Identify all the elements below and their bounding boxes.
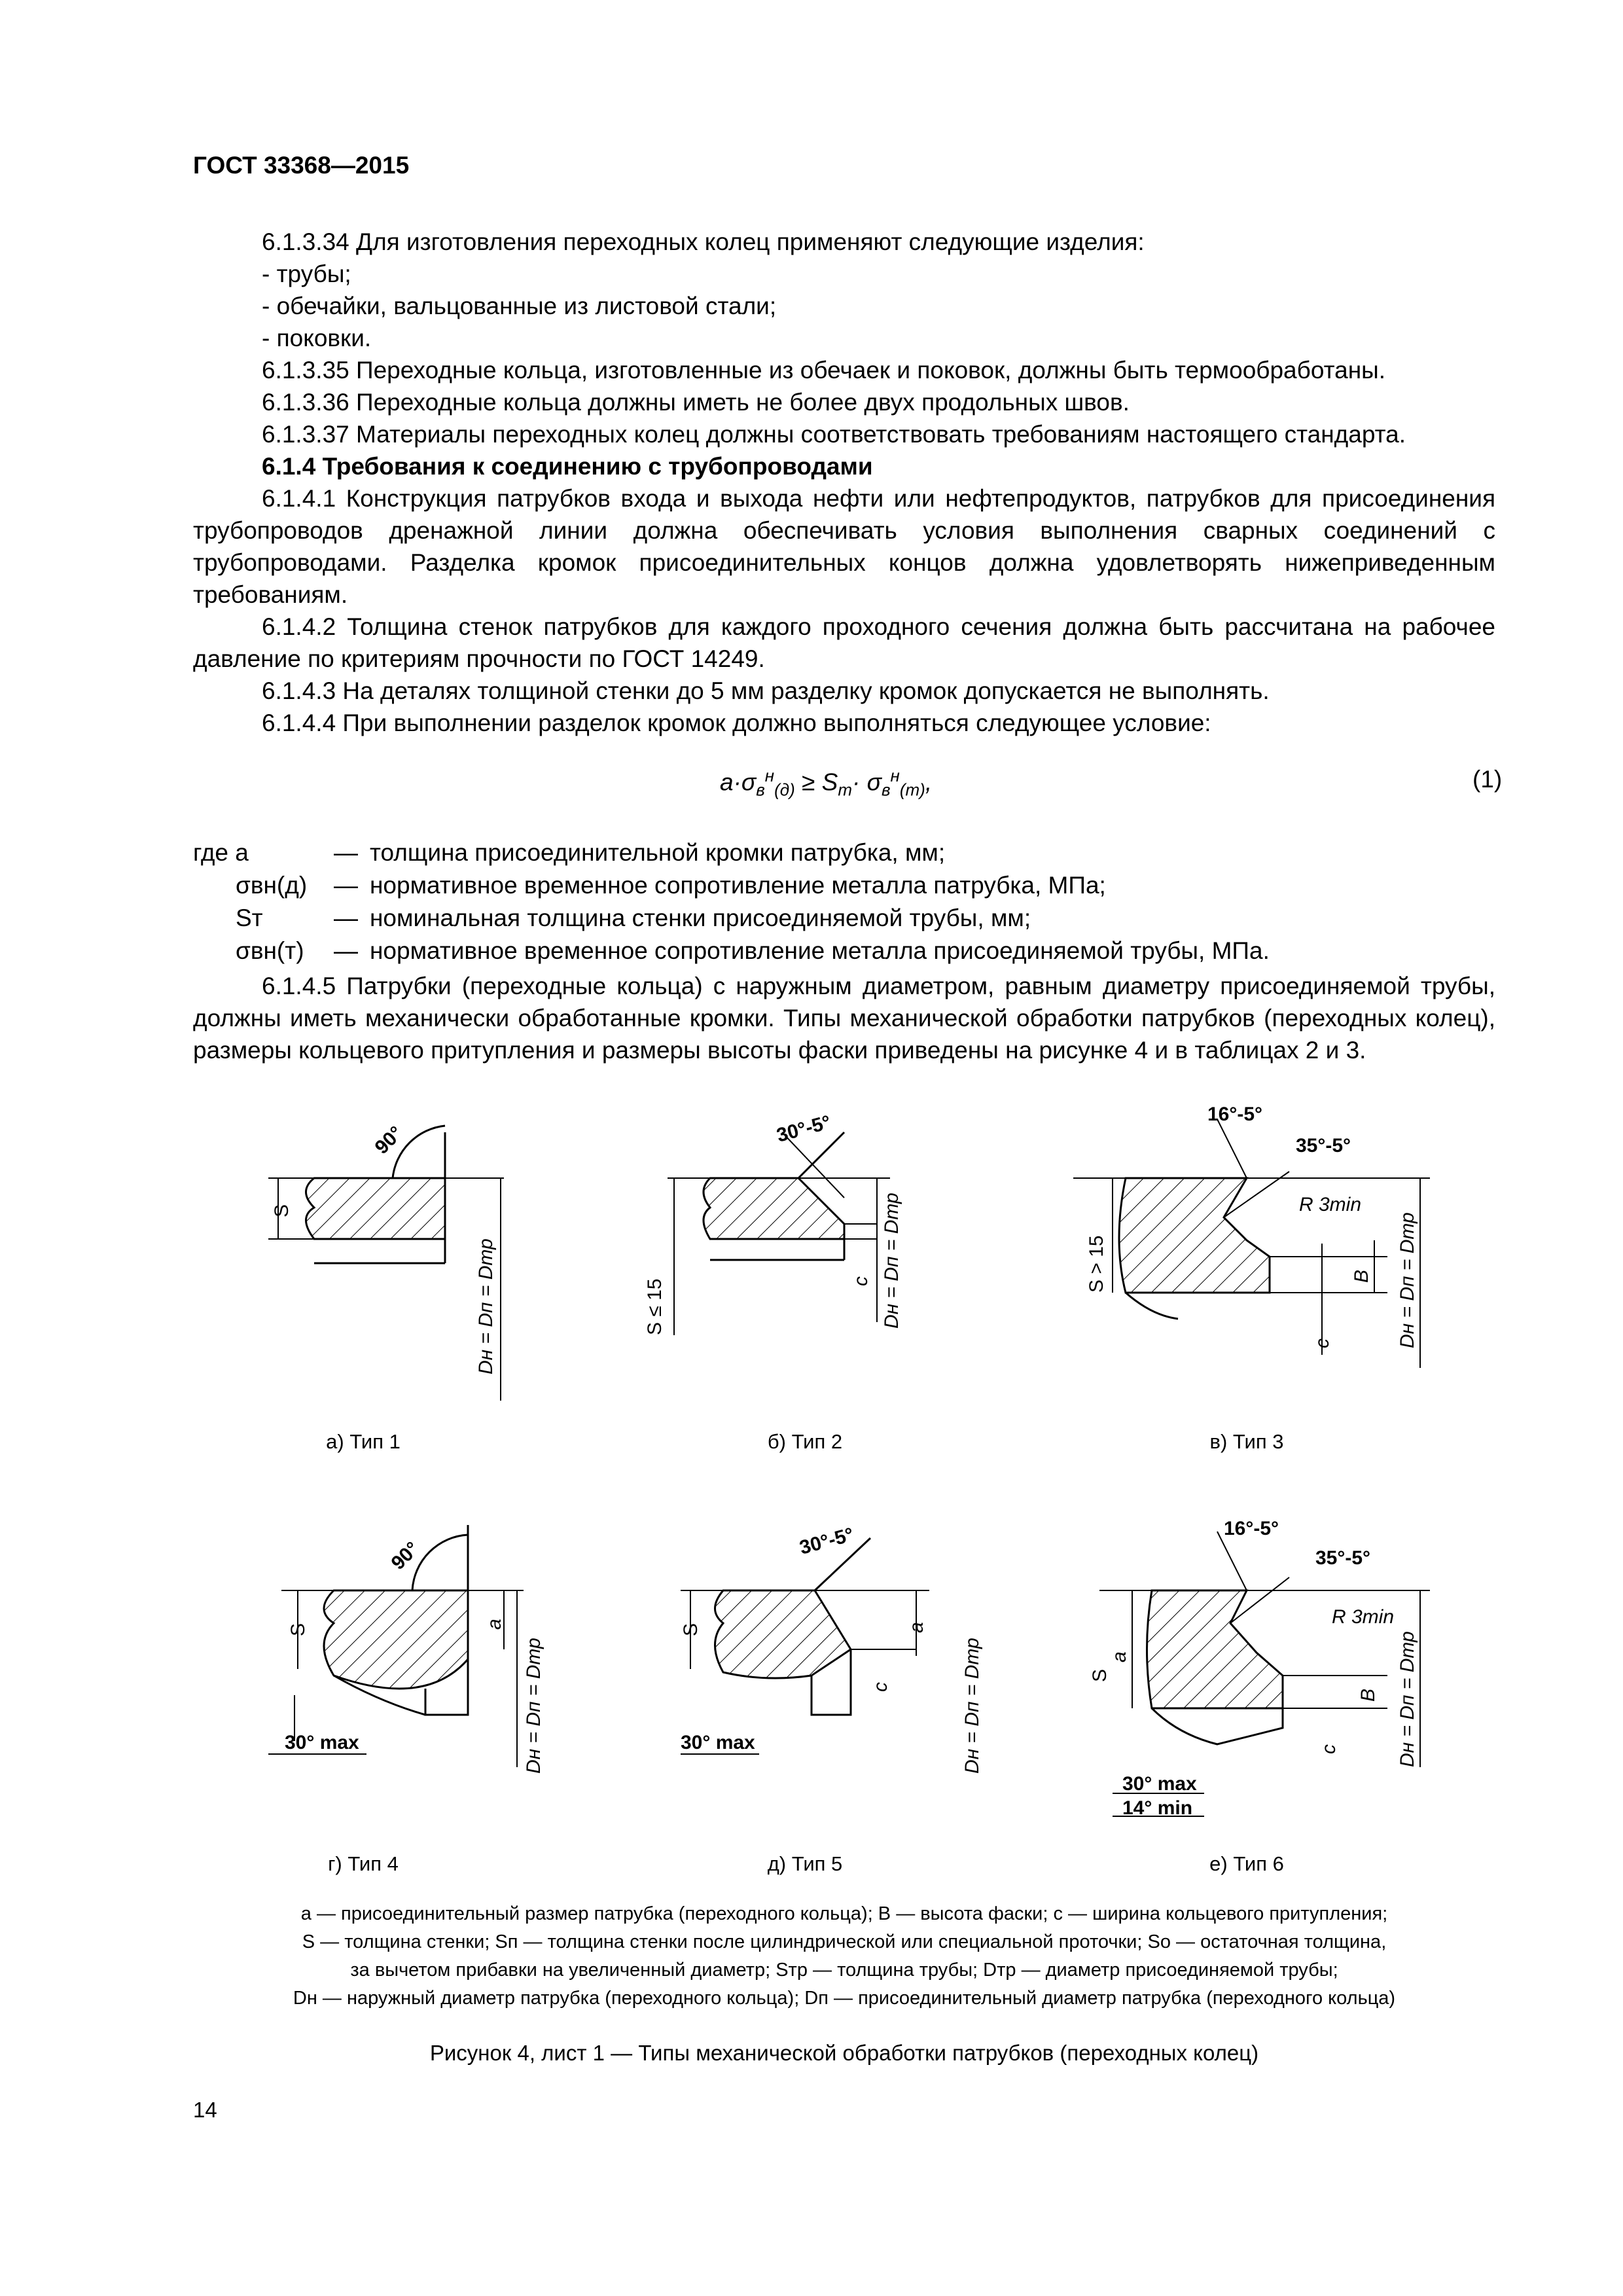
list-item-pipes: - трубы; — [262, 260, 351, 287]
label-r3min: R 3min — [1299, 1194, 1362, 1215]
label-s: S — [680, 1623, 702, 1636]
type-3-drawing — [1073, 1119, 1430, 1368]
formula-1: $a\cdot\sigma_в^н_{(д)} \ge S_т\cdot \sigma_в^н_{(т)}$, — [720, 766, 933, 800]
label-diameter: Dн = Dп = Dтр — [881, 1193, 902, 1329]
type-1-drawing — [268, 1126, 504, 1401]
label-angle-30: 30°-5° — [797, 1524, 856, 1559]
type-5-drawing — [681, 1538, 929, 1754]
label-angle-16: 16°-5° — [1224, 1518, 1279, 1539]
label-30-max: 30° max — [285, 1732, 359, 1753]
label-angle-16: 16°-5° — [1207, 1103, 1263, 1125]
label-diameter: Dн = Dп = Dтр — [1397, 1631, 1418, 1767]
label-14-min: 14° min — [1122, 1797, 1193, 1819]
legend-symbol: σвн(д) — [236, 872, 308, 899]
legend-row-sigma-d: σвн(д) — нормативное временное сопротивление металла патрубка, МПа; — [193, 869, 1495, 902]
legend-row-st: Sт — номинальная толщина стенки присоединяемой трубы, мм; — [193, 902, 1495, 935]
paragraph-6-1-4-3: 6.1.4.3 На деталях толщиной стенки до 5 мм разделку кромок допускается не выполнять. — [262, 677, 1270, 704]
paragraph-6-1-3-37: 6.1.3.37 Материалы переходных колец должны соответствовать требованиям настоящего стандарта. — [262, 421, 1406, 448]
label-diameter: Dн = Dп = Dтр — [475, 1238, 497, 1374]
legend-symbol: где a — [193, 839, 249, 866]
label-s: S — [287, 1623, 309, 1636]
label-angle-90: 90° — [370, 1122, 408, 1158]
caption-type-1: а) Тип 1 — [326, 1430, 401, 1453]
label-angle-90: 90° — [387, 1537, 424, 1574]
label-angle-35: 35°-5° — [1315, 1547, 1371, 1569]
type-2-drawing — [668, 1132, 890, 1335]
label-r3min: R 3min — [1332, 1606, 1395, 1628]
section-6-1-4-heading: 6.1.4 Требования к соединению с трубопроводами — [262, 453, 873, 480]
label-s: S — [1089, 1668, 1111, 1682]
note-line: a — присоединительный размер патрубка (переходного кольца); B — высота фаски; c — ширина кольцевого притупления; — [300, 1903, 1388, 1924]
label-30-max: 30° max — [1122, 1773, 1197, 1795]
legend-symbol: σвн(т) — [236, 937, 304, 964]
caption-type-6: е) Тип 6 — [1209, 1852, 1284, 1875]
paragraph-6-1-3-35: 6.1.3.35 Переходные кольца, изготовленные из обечаек и поковок, должны быть термообработаны. — [262, 357, 1385, 384]
page-number: 14 — [193, 2098, 217, 2122]
label-c: c — [1318, 1744, 1340, 1754]
label-diameter: Dн = Dп = Dтр — [1397, 1212, 1418, 1348]
caption-type-3: в) Тип 3 — [1209, 1430, 1284, 1453]
figure-title: Рисунок 4, лист 1 — Типы механической обработки патрубков (переходных колец) — [429, 2041, 1259, 2065]
note-line: S — толщина стенки; Sп — толщина стенки после цилиндрической или специальной проточки; Sо — остаточная толщина, — [302, 1931, 1387, 1952]
list-item-forgings: - поковки. — [262, 325, 372, 351]
legend-symbol: Sт — [236, 905, 263, 931]
paragraph-6-1-3-34: 6.1.3.34 Для изготовления переходных колец применяют следующие изделия: — [262, 228, 1145, 255]
paragraph-6-1-4-4: 6.1.4.4 При выполнении разделок кромок должно выполняться следующее условие: — [262, 709, 1211, 736]
label-c: c — [1311, 1338, 1333, 1348]
label-b: B — [1351, 1269, 1372, 1283]
paragraph-6-1-4-5: 6.1.4.5 Патрубки (переходные кольца) с наружным диаметром, равным диаметру присоединяемой трубы, должны иметь механически обработанные кромки. Типы механической обработки патрубков (переходных колец), размеры кольцевого притупления и размеры высоты фаски приведены на рисунке 4 и в таблицах 2 и 3. — [193, 973, 1495, 1064]
caption-type-4: г) Тип 4 — [328, 1852, 399, 1875]
label-angle-35: 35°-5° — [1296, 1135, 1351, 1157]
label-b: B — [1357, 1688, 1379, 1702]
note-line: Dн — наружный диаметр патрубка (переходного кольца); Dп — присоединительный диаметр патрубка (переходного кольца) — [293, 1988, 1396, 2009]
document-header: ГОСТ 33368—2015 — [193, 152, 410, 179]
list-item-shells: - обечайки, вальцованные из листовой стали; — [262, 293, 777, 319]
paragraph-6-1-4-1: 6.1.4.1 Конструкция патрубков входа и выхода нефти или нефтепродуктов, патрубков для присоединения трубопроводов дренажной линии должна обеспечивать условия выполнения сварных соединений с трубопроводами. Разделка кромок присоединительных концов должна удовлетворять нижеприведенным требованиям. — [193, 485, 1495, 608]
paragraph-6-1-3-36: 6.1.3.36 Переходные кольца должны иметь не более двух продольных швов. — [262, 389, 1130, 416]
label-a: a — [484, 1619, 505, 1630]
legend-row-sigma-t: σвн(т) — нормативное временное сопротивление металла присоединяемой трубы, МПа. — [193, 935, 1495, 967]
caption-type-2: б) Тип 2 — [767, 1430, 843, 1453]
label-a: a — [906, 1622, 927, 1633]
caption-type-5: д) Тип 5 — [767, 1852, 843, 1875]
formula-number: (1) — [1472, 766, 1503, 793]
label-a: a — [1109, 1651, 1130, 1662]
note-line: за вычетом прибавки на увеличенный диаметр; Sтр — толщина трубы; Dтр — диаметр присоединяемой трубы; — [350, 1960, 1338, 1981]
label-30-max: 30° max — [681, 1732, 755, 1753]
figure-notes — [193, 1900, 1495, 2013]
label-s-le-15: S ≤ 15 — [644, 1278, 666, 1335]
label-diameter: Dн = Dп = Dтр — [961, 1638, 983, 1774]
label-s: S — [271, 1204, 293, 1217]
label-angle-30: 30°-5° — [774, 1111, 833, 1147]
label-c: c — [870, 1682, 891, 1692]
label-diameter: Dн = Dп = Dтр — [523, 1638, 544, 1774]
label-s-gt-15: S > 15 — [1086, 1235, 1107, 1293]
label-c: c — [850, 1276, 872, 1286]
legend-row-a: где a — толщина присоединительной кромки патрубка, мм; — [193, 836, 1495, 869]
paragraph-6-1-4-2: 6.1.4.2 Толщина стенок патрубков для каждого проходного сечения должна быть рассчитана на рабочее давление по критериям прочности по ГОСТ 14249. — [193, 613, 1495, 672]
